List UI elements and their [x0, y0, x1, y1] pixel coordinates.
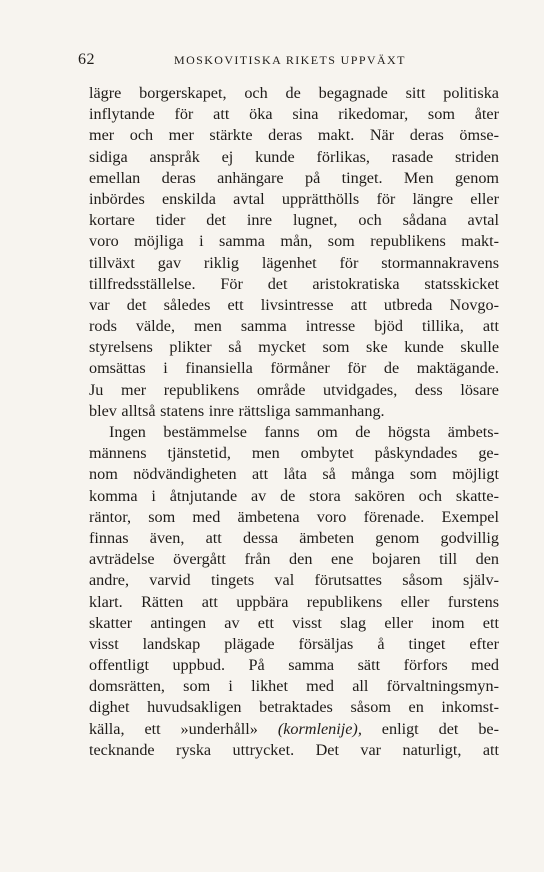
- text-line: männens tjänstetid, men ombytet påskyndades ge-: [89, 444, 499, 463]
- text-line: inflytande för att öka sina rikedomar, som åter: [89, 105, 499, 124]
- text-line: voro möjliga i samma mån, som republikens makt-: [89, 232, 499, 251]
- text-line: offentligt uppbud. På samma sätt förfors med: [89, 656, 499, 675]
- text-line: mer och mer stärkte deras makt. När deras ömse-: [89, 126, 499, 145]
- text-line: blev alltså statens inre rättsliga sammanhang.: [89, 401, 385, 420]
- text-line: skatter antingen av ett visst slag eller inom ett: [89, 613, 499, 632]
- text-line: räntor, som med ämbetena voro förenade. Exempel: [89, 507, 499, 526]
- text-line: rods välde, men samma intresse bjöd tillika, att: [89, 317, 499, 336]
- text-line: tecknande ryska uttrycket. Det var naturligt, att: [89, 740, 499, 759]
- text-line: omsättas i finansiella förmåner för de maktägande.: [89, 359, 499, 378]
- line-text: källa, ett »underhåll»: [89, 719, 278, 738]
- italic-term: (kormlenije),: [277, 719, 362, 738]
- text-line: emellan deras anhängare på tinget. Men genom: [89, 168, 499, 187]
- text-line: styrelsens plikter så mycket som ske kunde skulle: [89, 338, 499, 357]
- text-line: andre, varvid tingets val förutsattes såsom själv-: [89, 571, 499, 590]
- text-line: klart. Rätten att uppbära republikens eller furstens: [89, 592, 499, 611]
- text-line: nom nödvändigheten att låta så många som möjligt: [89, 465, 499, 484]
- text-line: visst landskap plägade försäljas å tinget efter: [89, 634, 499, 653]
- text-line: Ingen bestämmelse fanns om de högsta ämbets-: [109, 423, 499, 441]
- page-header: [78, 51, 498, 73]
- text-line: Ju mer republikens område utvidgades, dess lösare: [89, 380, 499, 399]
- text-line: finnas även, att dessa ämbeten genom godvillig: [89, 528, 499, 547]
- running-head: MOSKOVITISKA RIKETS UPPVÄXT: [174, 53, 406, 67]
- text-line: inbördes enskilda avtal upprätthölls för längre eller: [89, 189, 499, 208]
- text-line-with-italic: [89, 719, 499, 740]
- line-text: enligt det be-: [361, 719, 499, 738]
- text-line: tillväxt gav riklig lägenhet för stormannakravens: [89, 253, 499, 272]
- text-line: tillfredsställelse. För det aristokratiska statsskicket: [89, 274, 499, 293]
- body-text: [89, 83, 499, 761]
- text-line: domsrätten, som i likhet med all förvaltningsmyn-: [89, 677, 499, 696]
- page-number: 62: [78, 51, 95, 68]
- text-line: kortare tider det inre lugnet, och sådana avtal: [89, 211, 499, 230]
- text-line: var det således ett livsintresse att utbreda Novgo-: [89, 295, 499, 314]
- text-line: lägre borgerskapet, och de begagnade sitt politiska: [89, 84, 499, 102]
- text-line: sidiga anspråk ej kunde förlikas, rasade striden: [89, 147, 499, 166]
- text-line: komma i åtnjutande av de stora sakören och skatte-: [89, 486, 499, 505]
- text-line: dighet huvudsakligen betraktades såsom en inkomst-: [89, 698, 499, 717]
- text-line: avträdelse övergått från den ene bojaren till den: [89, 550, 499, 569]
